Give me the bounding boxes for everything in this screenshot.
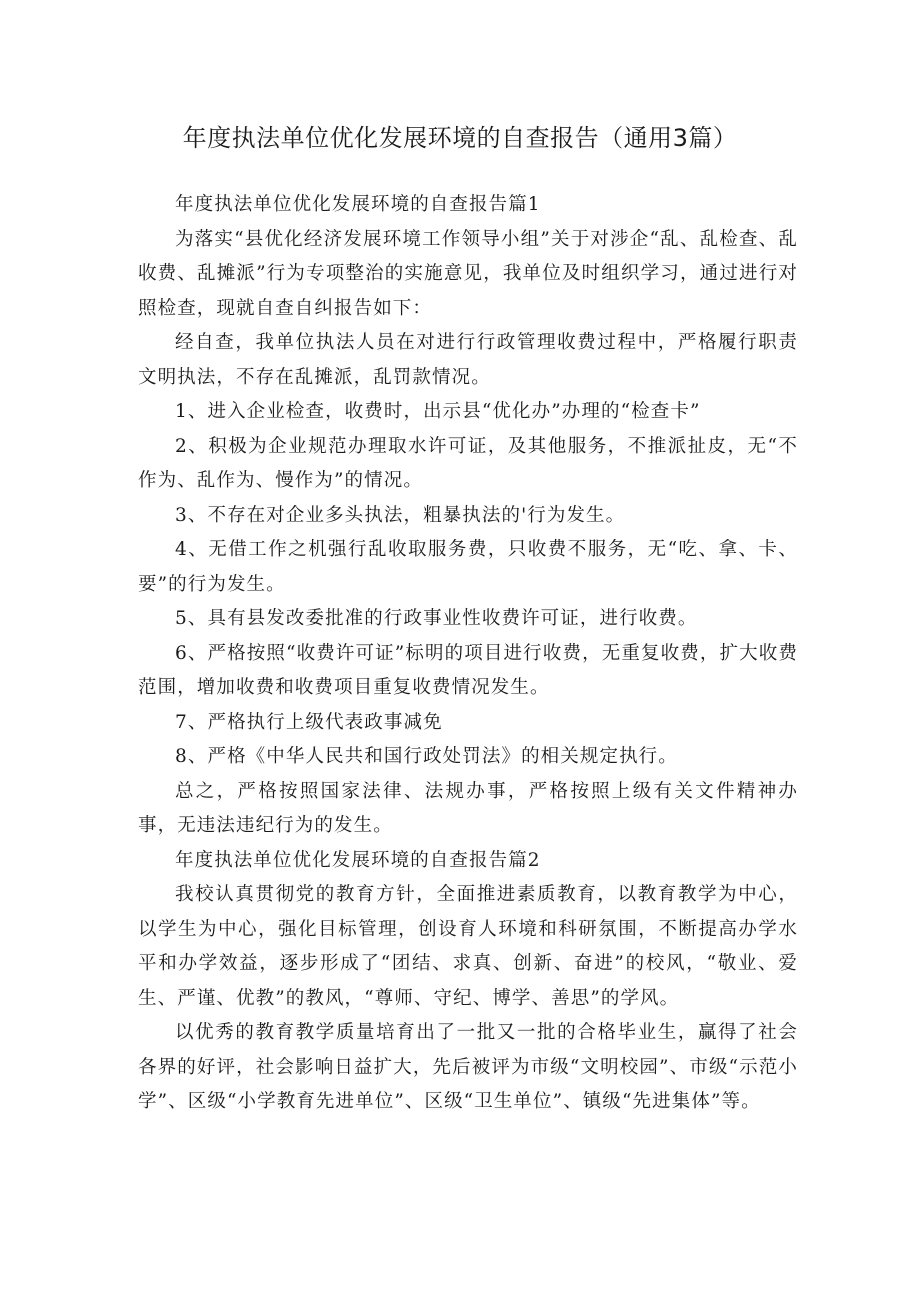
section-heading-1: 年度执法单位优化发展环境的自查报告篇1 [175, 194, 541, 215]
document-title: 年度执法单位优化发展环境的自查报告（通用3篇） [182, 124, 738, 152]
list-item: 7、严格执行上级代表政事减免 [175, 711, 443, 733]
list-item: 1、进入企业检查，收费时，出示县“优化办”办理的“检查卡” [175, 401, 701, 422]
body-paragraph: 总之，严格按照国家法律、法规办事，严格按照上级有关文件精神办事，无违法违纪行为的发生。 [138, 780, 798, 836]
list-item: 8、严格《中华人民共和国行政处罚法》的相关规定执行。 [175, 746, 678, 767]
body-paragraph: 为落实“县优化经济发展环境工作领导小组”关于对涉企“乱、乱检查、乱收费、乱摊派”行为专项整治的实施意见，我单位及时组织学习，通过进行对照检查，现就自查自纠报告如下： [138, 228, 798, 319]
list-item: 5、具有县发改委批准的行政事业性收费许可证，进行收费。 [175, 608, 698, 629]
section-heading-2: 年度执法单位优化发展环境的自查报告篇2 [175, 849, 541, 871]
list-item: 2、积极为企业规范办理取水许可证，及其他服务，不推派扯皮，无“不作为、乱作为、慢作为”的情况。 [138, 435, 798, 491]
body-paragraph: 经自查，我单位执法人员在对进行行政管理收费过程中，严格履行职责文明执法，不存在乱摊派，乱罚款情况。 [138, 332, 798, 388]
document-body [138, 188, 798, 1120]
body-paragraph: 我校认真贯彻党的教育方针，全面推进素质教育，以教育教学为中心，以学生为中心，强化目标管理，创设育人环境和科研氛围，不断提高办学水平和办学效益，逐步形成了“团结、求真、创新、奋进”的校风，“敬业、爱生、严谨、优教”的教风，“尊师、守纪、博学、善思”的学风。 [138, 884, 798, 1009]
list-item: 4、无借工作之机强行乱收取服务费，只收费不服务，无“吃、拿、卡、要”的行为发生。 [138, 539, 798, 595]
list-item: 6、严格按照“收费许可证”标明的项目进行收费，无重复收费，扩大收费范围，增加收费和收费项目重复收费情况发生。 [138, 642, 798, 698]
list-item: 3、不存在对企业多头执法，粗暴执法的'行为发生。 [175, 504, 626, 526]
body-paragraph: 以优秀的教育教学质量培育出了一批又一批的合格毕业生，赢得了社会各界的好评，社会影响日益扩大，先后被评为市级“文明校园”、市级“示范小学”、区级“小学教育先进单位”、区级“卫生单位”、镇级“先进集体”等。 [138, 1022, 798, 1112]
